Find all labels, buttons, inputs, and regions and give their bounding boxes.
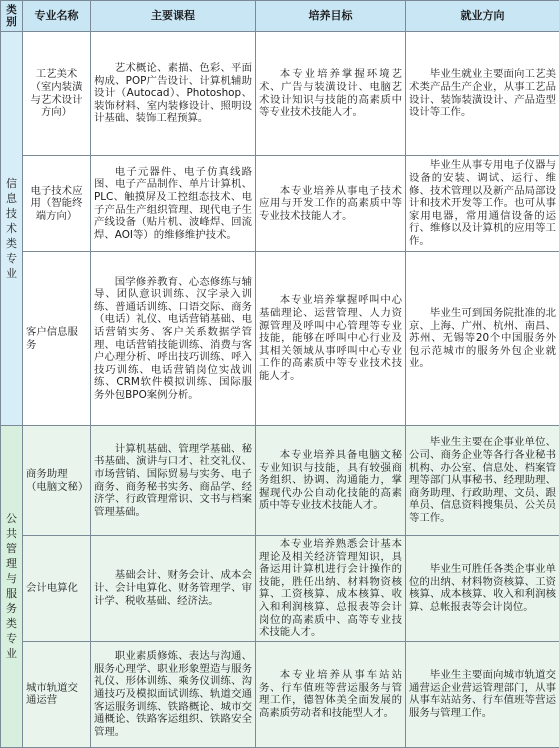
major-name: 会计电算化: [23, 536, 91, 642]
category-cell: 公共管理与服务类专业: [1, 426, 23, 748]
career-direction: 毕业生可到国务院批准的北京、上海、广州、杭州、南昌、苏州、无锡等20个中国服务外包示范城市的服务外包企业就业。: [406, 252, 559, 426]
table-row: [1, 252, 559, 426]
main-courses: 职业素质修炼、表达与沟通、服务心理学、职业形象塑造与服务礼仪、形体训练、乘务仪训练、沟通技巧及模拟面试训练、轨道交通客运服务训练、铁路概论、城市交通概论、铁路客运组织、铁路安全管理。: [91, 641, 256, 747]
career-direction: 毕业生就业主要面向工艺美术类产品生产企业，从事工艺品设计、装饰装潢设计、产品造型设计等工作。: [406, 32, 559, 156]
table-row: [1, 32, 559, 156]
training-goal: 本专业培养从事车站站务、行车值班等营运服务与管理工作，德智体美全面发展的高素质劳动者和技能型人才。: [256, 641, 406, 747]
main-courses: 基础会计、财务会计、成本会计、会计电算化、财务管理学、审计学、税收基础、经济法。: [91, 536, 256, 642]
main-courses: 计算机基础、管理学基础、秘书基础、演讲与口才、社交礼仪、市场营销、国际贸易与实务、电子商务、商务秘书实务、商品学、经济学、行政管理常识、文书与档案管理基础。: [91, 426, 256, 536]
header-category: 类别: [1, 1, 23, 32]
career-direction: 毕业生可胜任各类企事业单位的出纳、材料物资核算、工资核算、成本核算、收入和利润核算、总帐报表等会计岗位。: [406, 536, 559, 642]
major-name: 工艺美术（室内装潢与艺术设计方向）: [23, 32, 91, 156]
table-row: [1, 156, 559, 252]
training-goal: 本专业培养从事电子技术应用与开发工作的高素质中等专业技术技能人才。: [256, 156, 406, 252]
header-courses: 主要课程: [91, 1, 256, 32]
main-courses: 国学修养教育、心态修练与辅导、团队意识训练、汉字录入训练、普通话训练、口语交际、商务（电话）礼仪、电话营销基础、电话营销实务、客户关系数据学管理、电话营销技能训练、消费与客户心理分析、呼出技巧训练、呼入技巧训练、电话营销岗位实战训练、CRM软件模拟训练、国际服务外包BPO案例分析。: [91, 252, 256, 426]
major-name: 城市轨道交通运营: [23, 641, 91, 747]
training-goal: 本专业培养掌握呼叫中心基础理论、运营管理、人力资源管理及呼叫中心管理等专业技能，能够在呼叫中心行业及其相关领域从事呼叫中心专业工作的高素质中等专业技术技能人才。: [256, 252, 406, 426]
header-major: 专业名称: [23, 1, 91, 32]
table-row: [1, 426, 559, 536]
training-goal: 本专业培养熟悉会计基本理论及相关经济管理知识，具备运用计算机进行会计操作的技能，胜任出纳、材料物资核算、工资核算、成本核算、收入和利润核算、总报表等会计岗位的高素质中、高等专业技术技能人才。: [256, 536, 406, 642]
training-goal: 本专业培养掌握环境艺术、广告与装潢设计、电脑艺术设计知识与技能的高素质中等专业技术技能人才。: [256, 32, 406, 156]
career-direction: 毕业生主要面向城市轨道交通营运企业营运管理部门，从事从事车站站务、行车值班等营运服务与管理工作。: [406, 641, 559, 747]
header-row: [1, 1, 559, 32]
main-courses: 电子元器件、电子仿真线路图、电子产品制作、单片计算机、PLC、触摸屏及工控组态技术、电子产品生产组织管理、现代电子生产线设备（贴片机、波峰焊、回流焊、AOI等）的维修维护技术。: [91, 156, 256, 252]
career-direction: 毕业生主要在企事业单位、公司、商务企业等各行各业秘书机构、办公室、信息处、档案管理等部门从事秘书、经理助理、商务助理、行政助理、文员、跟单员、信息资料搜集员、公关员等工作。: [406, 426, 559, 536]
category-cell: 信息技术类专业: [1, 32, 23, 426]
career-direction: 毕业生从事专用电子仪器与设备的安装、调试、运行、维修、技术管理以及新产品局部设计和技术开发等工作。也可从事家用电器，常用通信设备的运行、维修以及计算机的应用等工作。: [406, 156, 559, 252]
major-name: 商务助理（电脑文秘）: [23, 426, 91, 536]
header-goal: 培养目标: [256, 1, 406, 32]
major-name: 客户信息服务: [23, 252, 91, 426]
major-name: 电子技术应用（智能终端方向）: [23, 156, 91, 252]
table-row: [1, 536, 559, 642]
training-goal: 本专业培养具备电脑文秘专业知识与技能，具有较强商务组织、协调、沟通能力，掌握现代办公自动化技能的高素质中等专业技术技能人才。: [256, 426, 406, 536]
table-row: [1, 641, 559, 747]
main-courses: 艺术概论、素描、色彩、平面构成、POP广告设计、计算机辅助设计（Autocad）、Photoshop、装饰材料、室内装修设计、照明设计基础、装饰工程预算。: [91, 32, 256, 156]
header-career: 就业方向: [406, 1, 559, 32]
